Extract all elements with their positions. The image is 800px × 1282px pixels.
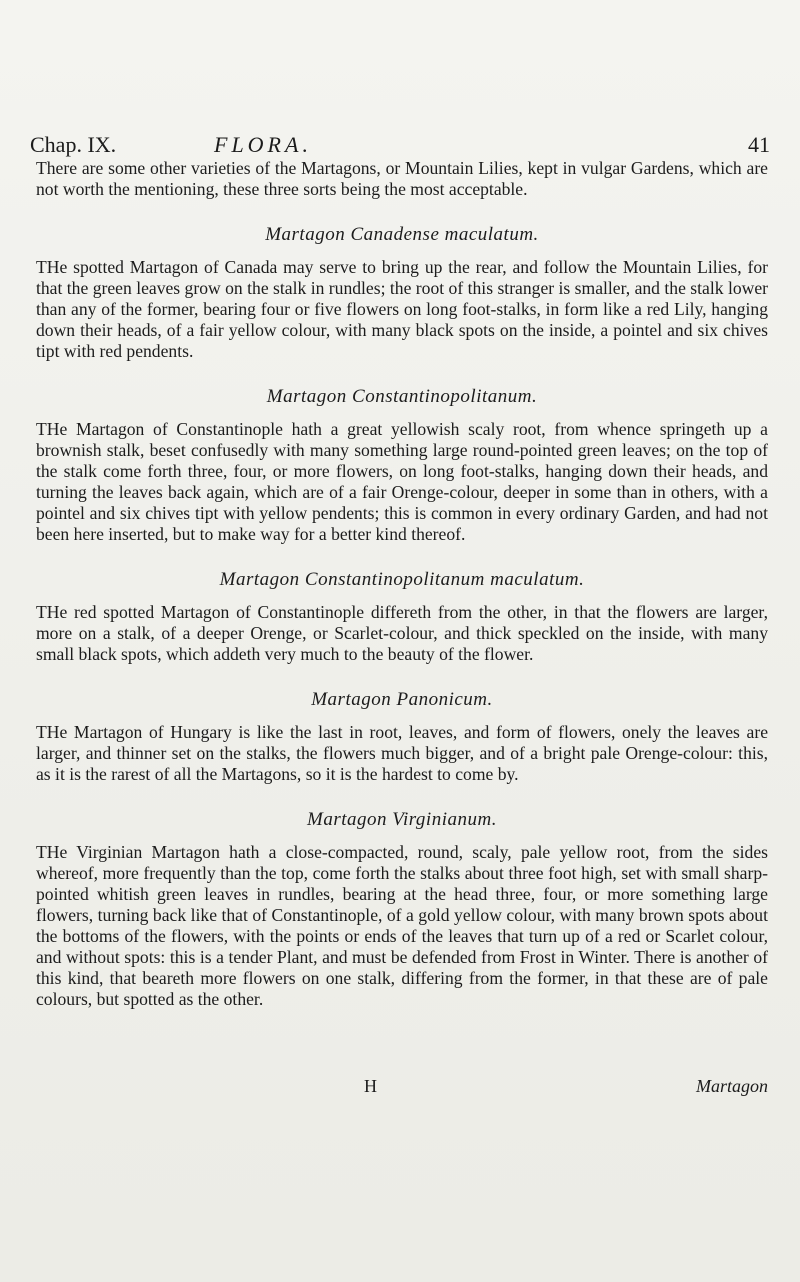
page-number: 41 xyxy=(748,132,770,157)
entry-paragraph: THe spotted Martagon of Canada may serve to bring up the rear, and follow the Mountain Lilies, for that the green leaves grow on the stalk in rundles; the root of this stranger is smaller, and the stalk lower than any of the former, bearing four or five flowers on long foot-stalks, in form like a red Lily, hanging down their heads, of a fair yellow colour, with many black spots on the inside, a pointel and six chives tipt with red pendents. xyxy=(36,257,768,361)
entry-heading: Martagon Constantinopolitanum maculatum. xyxy=(219,569,585,590)
page-footer xyxy=(36,1076,768,1102)
entry-heading: Martagon Panonicum. xyxy=(311,689,493,710)
entry-paragraph: THe red spotted Martagon of Constantinople differeth from the other, in that the flowers are larger, more on a stalk, of a deeper Orenge, or Scarlet-colour, and thick speckled on the inside, with many small black spots, which addeth very much to the beauty of the flower. xyxy=(36,602,768,664)
entry-paragraph: THe Martagon of Constantinople hath a great yellowish scaly root, from whence springeth up a brownish stalk, beset confusedly with many something large round-pointed green leaves; on the top of the stalk come forth three, four, or more flowers, on long foot-stalks, hanging down their heads, and turning the leaves back again, which are of a fair Orenge-colour, deeper in some than in others, with a pointel and six chives tipt with yellow pendents; this is common in every ordinary Garden, and had not been here inserted, but to make way for a better kind thereof. xyxy=(36,419,768,544)
entry-heading: Martagon Virginianum. xyxy=(307,809,497,830)
chapter-label: Chap. IX. xyxy=(30,132,117,157)
entry-paragraph: THe Virginian Martagon hath a close-compacted, round, scaly, pale yellow root, from the sides whereof, more frequently than the top, come forth the stalks about three foot high, set with small sharp-pointed whitish green leaves in rundles, bearing at the head three, four, or more something large flowers, turning back like that of Constantinople, of a gold yellow colour, with many brown spots about the bottoms of the flowers, with the points or ends of the leaves that turn up of a red or Scarlet colour, and without spots: this is a tender Plant, and must be defended from Frost in Winter. There is another of this kind, that beareth more flowers on one stalk, differing from the former, in that these are of pale colours, but spotted as the other. xyxy=(36,842,768,1009)
entry-paragraph: THe Martagon of Hungary is like the last in root, leaves, and form of flowers, onely the leaves are larger, and thinner set on the stalks, the flowers much bigger, and of a bright pale Orenge-colour: this, as it is the rarest of all the Martagons, so it is the hardest to come by. xyxy=(36,722,768,784)
intro-paragraph: There are some other varieties of the Martagons, or Mountain Lilies, kept in vulgar Gardens, which are not worth the mentioning, these three sorts being the most acceptable. xyxy=(36,158,768,199)
book-title: FLORA. xyxy=(214,132,312,157)
entry-heading: Martagon Canadense maculatum. xyxy=(265,224,539,245)
catchword: Martagon xyxy=(696,1076,768,1096)
entry-heading: Martagon Constantinopolitanum. xyxy=(266,386,538,407)
signature-mark: H xyxy=(364,1076,377,1096)
body-text xyxy=(36,158,768,1010)
